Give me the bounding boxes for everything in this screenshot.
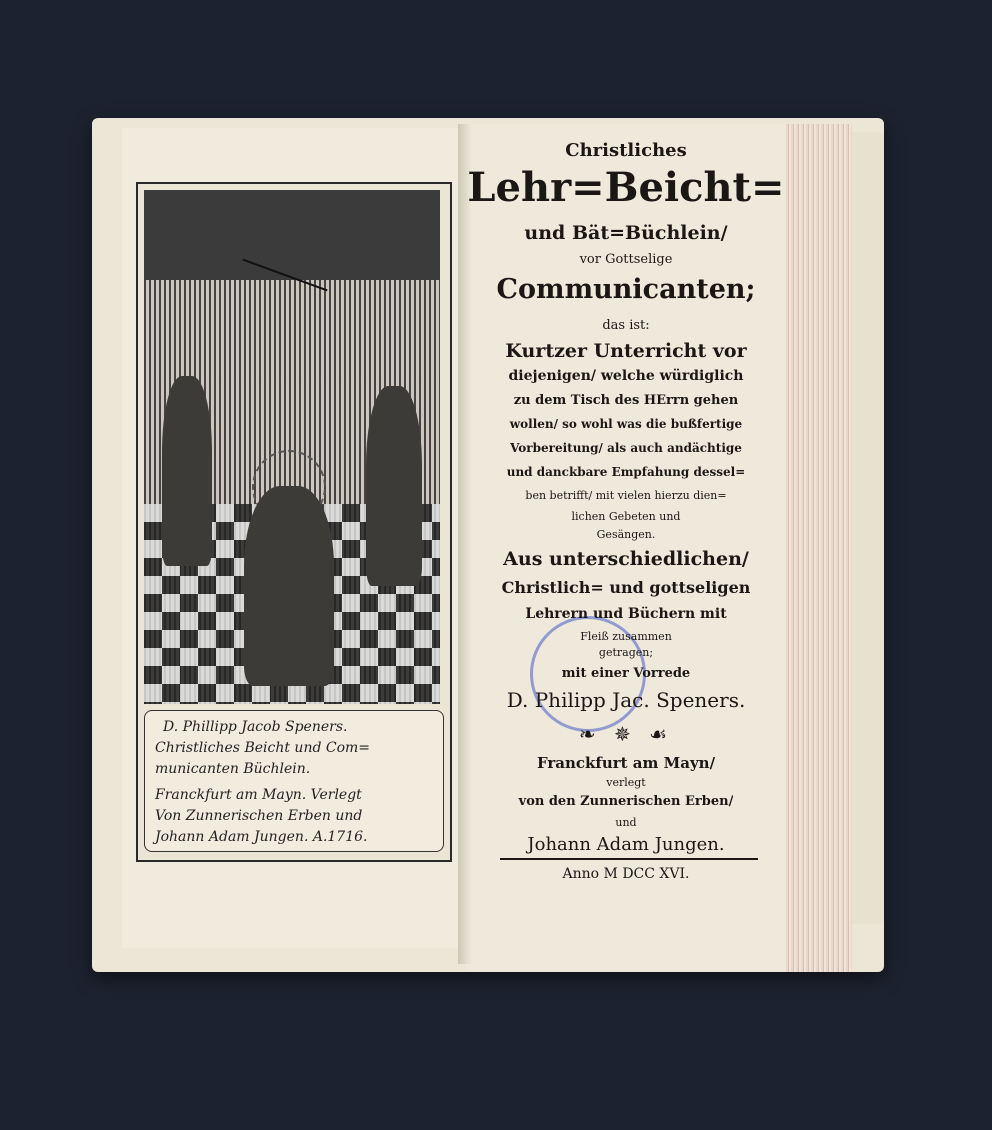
caption-line: Christliches Beicht und Com=	[155, 740, 371, 756]
title-line: ben betrifft/ mit vielen hierzu dien=	[525, 489, 727, 502]
title-line: und danckbare Empfahung dessel=	[506, 465, 746, 479]
page-fore-edge	[786, 124, 852, 972]
title-line: Anno M DCC XVI.	[562, 866, 690, 882]
engraving-standing-figure	[366, 386, 422, 586]
engraving-image	[144, 190, 440, 704]
caption-line: Johann Adam Jungen. A.1716.	[155, 829, 368, 845]
frontispiece-caption	[144, 710, 444, 852]
engraving-clouds	[144, 190, 440, 280]
title-line: diejenigen/ welche würdiglich	[508, 368, 744, 384]
title-line: Johann Adam Jungen.	[527, 834, 725, 855]
title-line: mit einer Vorrede	[561, 666, 691, 681]
title-line: Kurtzer Unterricht vor	[505, 340, 747, 362]
caption-line: municanten Büchlein.	[155, 761, 311, 777]
title-line: Aus unterschiedlichen/	[503, 548, 749, 570]
caption-line: Von Zunnerischen Erben und	[155, 808, 363, 824]
engraving-christ-figure	[244, 486, 334, 686]
title-rule	[500, 858, 758, 860]
title-line: Gesängen.	[596, 528, 656, 541]
title-line: und	[615, 816, 637, 829]
caption-line: D. Phillipp Jacob Speners.	[163, 719, 348, 735]
caption-line: Franckfurt am Mayn. Verlegt	[155, 787, 362, 803]
title-line: und Bät=Büchlein/	[524, 222, 728, 244]
printer-ornament: ❧ ✵ ☙	[578, 722, 674, 746]
title-line: wollen/ so wohl was die bußfertige	[509, 417, 743, 431]
title-line: lichen Gebeten und	[571, 510, 681, 523]
title-line: D. Philipp Jac. Speners.	[506, 688, 746, 712]
title-line: vor Gottselige	[579, 252, 673, 267]
title-line: verlegt	[606, 776, 646, 789]
title-line: Christlich= und gottseligen	[501, 578, 751, 597]
engraving-praying-figure	[162, 376, 212, 566]
title-line: das ist:	[602, 318, 650, 333]
frontispiece-engraving	[136, 182, 452, 862]
cover-edge	[852, 132, 884, 924]
title-line: Lehr=Beicht=	[467, 164, 785, 211]
title-line: von den Zunnerischen Erben/	[518, 794, 734, 809]
title-line: Lehrern und Büchern mit	[525, 606, 727, 622]
title-line: Christliches	[565, 140, 687, 161]
title-line: Communicanten;	[496, 274, 756, 305]
title-line: getragen;	[598, 646, 654, 659]
title-line: Franckfurt am Mayn/	[536, 754, 716, 772]
title-line: zu dem Tisch des HErrn gehen	[513, 393, 739, 408]
title-line: Vorbereitung/ als auch andächtige	[510, 441, 742, 455]
title-line: Fleiß zusammen	[580, 630, 672, 643]
